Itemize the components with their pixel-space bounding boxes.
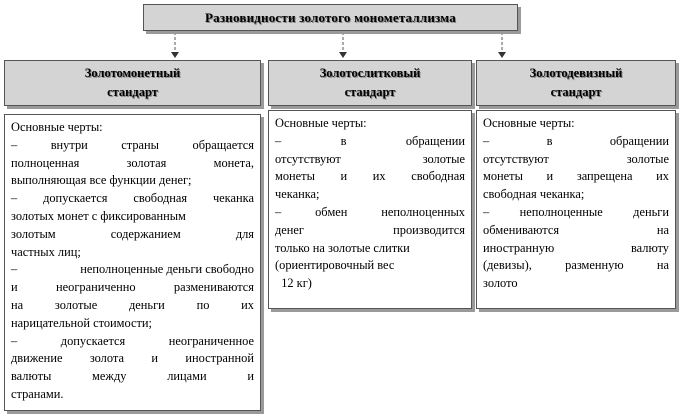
gold-exchange-standard-header	[476, 60, 676, 106]
feature-line	[275, 222, 465, 240]
feature-line	[11, 333, 254, 351]
feature-line	[483, 168, 669, 186]
feature-line	[275, 133, 465, 151]
feature-word: движение	[11, 351, 63, 366]
feature-line	[483, 186, 669, 204]
header-line-2: стандарт	[344, 85, 396, 99]
feature-word: золотые	[422, 151, 465, 166]
feature-line	[11, 297, 254, 315]
feature-word: обмениваются	[483, 222, 560, 237]
feature-line	[483, 115, 669, 133]
feature-line	[483, 240, 669, 258]
feature-word: обращается	[192, 137, 254, 152]
feature-word: содержанием	[110, 226, 181, 241]
arrowhead-right	[498, 52, 506, 58]
feature-word: –	[275, 133, 282, 148]
gold-coin-standard-features	[4, 114, 261, 411]
feature-word: золотые	[626, 151, 669, 166]
feature-text: выполняющая все функции денег;	[11, 173, 192, 188]
feature-word: производится	[393, 222, 465, 237]
feature-word: неполноценные деньги свободно	[80, 262, 254, 277]
header-line-1: Золотомонетный	[84, 66, 181, 80]
feature-line	[275, 168, 465, 186]
feature-word: деньги	[633, 204, 669, 219]
feature-word: их	[241, 297, 254, 312]
feature-word: чеканка	[212, 191, 254, 206]
feature-word: –	[11, 137, 18, 152]
feature-text: (ориентировочный вес	[275, 258, 395, 273]
diagram-title: Разновидности золотого монометаллизма	[205, 9, 456, 25]
feature-word: золота	[89, 351, 124, 366]
feature-line	[275, 204, 465, 222]
feature-word: и	[11, 280, 18, 295]
feature-word: монеты	[275, 169, 315, 184]
feature-word: золотая	[126, 155, 167, 170]
feature-text: частных лиц;	[11, 244, 81, 259]
feature-line	[11, 172, 254, 190]
feature-word: отсутствуют	[275, 151, 341, 166]
feature-word: валюты	[11, 369, 52, 384]
feature-line	[11, 190, 254, 208]
feature-word: страны	[121, 137, 159, 152]
feature-text: Основные черты:	[275, 116, 367, 130]
feature-line	[275, 151, 465, 169]
feature-line	[11, 386, 254, 404]
feature-word: –	[11, 333, 18, 348]
feature-word: неполноценные	[519, 204, 603, 219]
feature-line	[275, 275, 465, 293]
feature-line	[275, 257, 465, 275]
feature-word: неполноценных	[381, 204, 465, 219]
feature-text: странами.	[11, 386, 64, 401]
feature-word: в	[340, 133, 347, 148]
feature-word: допускается	[43, 191, 108, 206]
feature-word: –	[483, 204, 490, 219]
feature-line	[483, 133, 669, 151]
feature-word: допускается	[60, 333, 126, 348]
feature-word: и	[340, 169, 348, 184]
feature-word: неограниченно	[56, 280, 136, 295]
arrowhead-middle	[339, 52, 347, 58]
feature-line	[11, 244, 254, 262]
feature-word: для	[235, 226, 254, 241]
feature-line	[483, 222, 669, 240]
feature-word: на	[656, 222, 669, 237]
feature-text: 12 кг)	[275, 276, 312, 291]
feature-word: и	[151, 351, 158, 366]
feature-word: на	[11, 297, 24, 312]
feature-word: между	[92, 369, 127, 384]
feature-line	[11, 226, 254, 244]
feature-line	[11, 279, 254, 297]
feature-word: их	[656, 169, 669, 184]
feature-word: в	[546, 133, 553, 148]
feature-word: лицами	[167, 369, 207, 384]
gold-bullion-standard-header	[268, 60, 472, 106]
feature-line	[275, 186, 465, 204]
gold-exchange-standard-features	[476, 110, 676, 309]
feature-word: и	[546, 169, 554, 184]
feature-line	[11, 137, 254, 155]
feature-word: их	[372, 169, 386, 184]
feature-word: –	[275, 204, 282, 219]
gold-coin-standard-header	[4, 60, 261, 106]
feature-line	[11, 261, 254, 279]
feature-word: иностранную	[483, 240, 555, 255]
feature-word: обращении	[405, 133, 465, 148]
feature-word: внутри	[50, 137, 88, 152]
feature-word: свободная	[133, 191, 188, 206]
feature-word: по	[196, 297, 210, 312]
feature-line	[11, 368, 254, 386]
feature-word: полноценная	[11, 155, 80, 170]
feature-word: запрещена	[576, 169, 633, 184]
arrowhead-left	[171, 52, 179, 58]
feature-text: золотых монет с фиксированным	[11, 208, 186, 223]
feature-word: (девизы),	[483, 258, 532, 273]
feature-line	[11, 208, 254, 226]
feature-text: золото	[483, 276, 518, 291]
feature-text: свободная чеканка;	[483, 187, 585, 202]
feature-text: только на золотые слитки	[275, 240, 410, 255]
feature-word: неограниченное	[168, 333, 254, 348]
gold-bullion-standard-features	[268, 110, 472, 309]
feature-word: денег	[275, 222, 305, 237]
feature-line	[11, 155, 254, 173]
feature-word: отсутствуют	[483, 151, 549, 166]
feature-line	[483, 257, 669, 275]
feature-line	[275, 240, 465, 258]
feature-word: обращении	[609, 133, 669, 148]
header-line-1: Золотослитковый	[319, 66, 421, 80]
feature-text: Основные черты:	[483, 116, 575, 130]
feature-line	[11, 350, 254, 368]
feature-word: на	[656, 258, 669, 273]
feature-word: золотые	[54, 297, 98, 312]
feature-word: валюту	[630, 240, 669, 255]
feature-word: размениваются	[173, 280, 254, 295]
feature-word: монета,	[213, 155, 254, 170]
feature-line	[483, 275, 669, 293]
feature-word: разменную	[565, 258, 624, 273]
feature-line	[483, 204, 669, 222]
feature-line	[483, 151, 669, 169]
feature-word: золотым	[11, 226, 56, 241]
feature-word: свободная	[411, 169, 465, 184]
feature-line	[11, 315, 254, 333]
feature-word: деньги	[128, 297, 165, 312]
feature-word: обмен	[315, 204, 348, 219]
feature-word: –	[11, 262, 18, 277]
feature-word: –	[483, 133, 490, 148]
header-line-2: стандарт	[107, 85, 158, 99]
feature-word: и	[247, 369, 254, 384]
feature-word: иностранной	[185, 351, 254, 366]
feature-text: чеканка;	[275, 187, 320, 202]
header-line-2: стандарт	[550, 85, 602, 99]
feature-line	[11, 119, 254, 137]
header-line-1: Золотодевизный	[529, 66, 623, 80]
feature-word: –	[11, 191, 18, 206]
feature-word: монеты	[483, 169, 523, 184]
feature-text: Основные черты:	[11, 120, 103, 134]
feature-text: нарицательной стоимости;	[11, 315, 152, 330]
feature-line	[275, 115, 465, 133]
diagram-title-box	[143, 4, 518, 31]
